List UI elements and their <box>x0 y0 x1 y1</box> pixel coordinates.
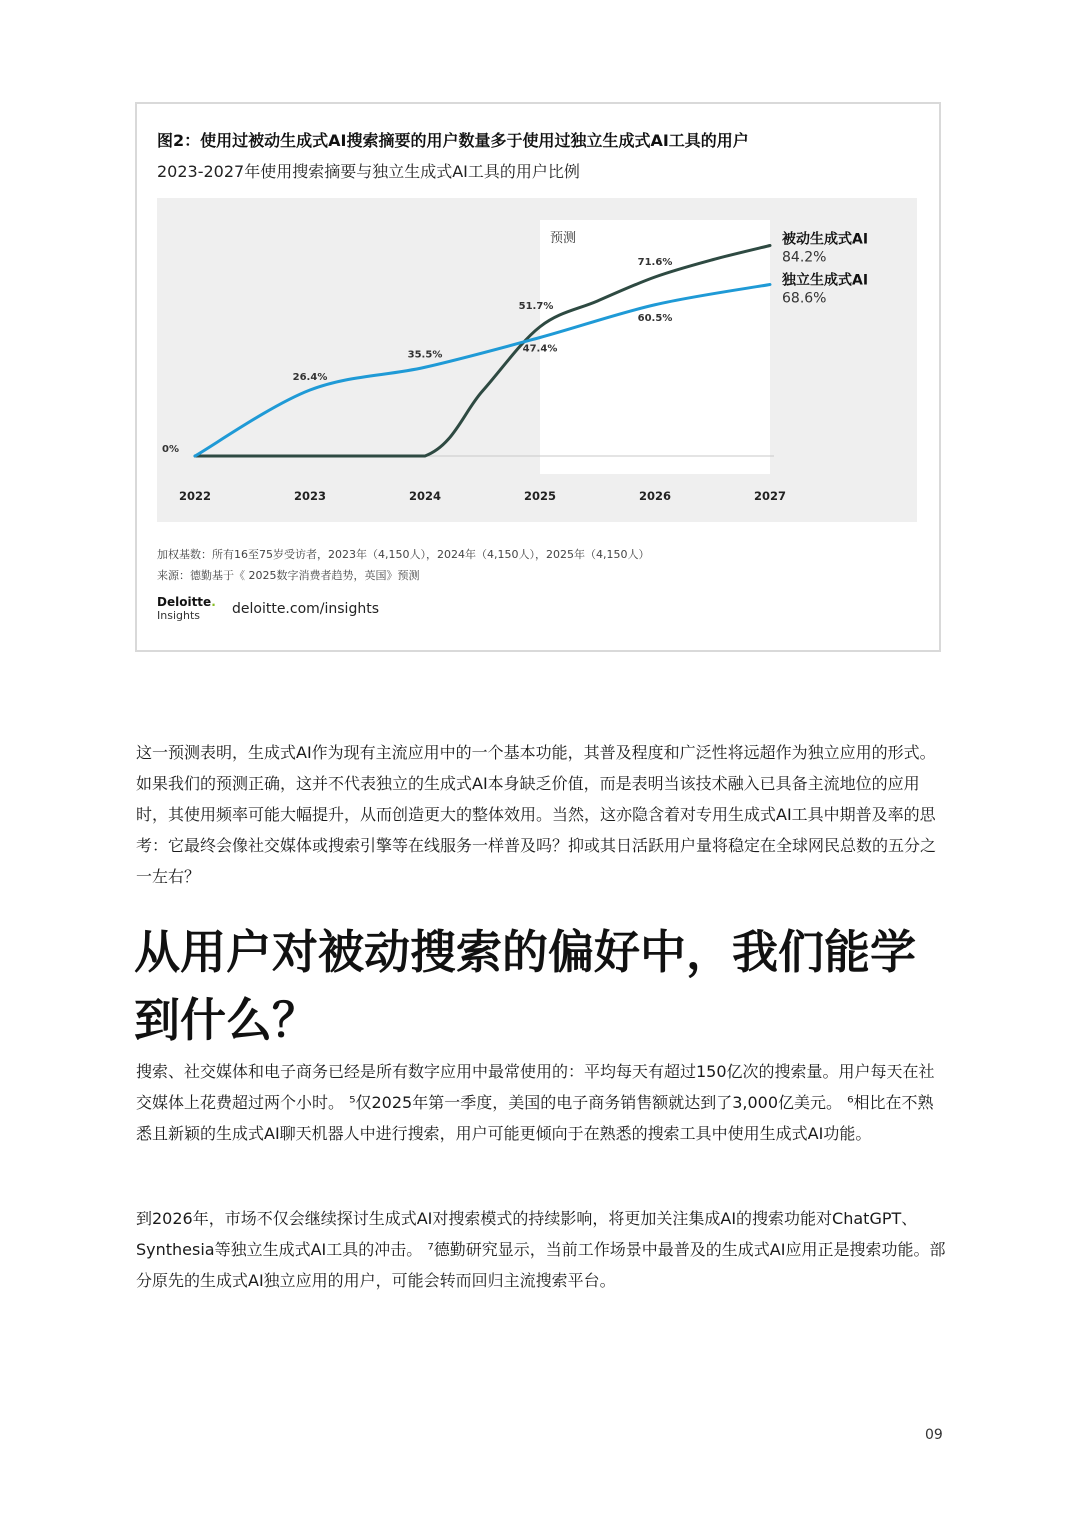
x-tick-label: 2022 <box>178 489 212 503</box>
logo-subtext: Insights <box>157 609 201 622</box>
page-number: 09 <box>925 1427 943 1443</box>
line-chart <box>157 198 917 522</box>
paragraph-usage: 搜索、社交媒体和电子商务已经是所有数字应用中最常使用的：平均每天有超过150亿次的搜索量。用户每天在社交媒体上花费超过两个小时。 ⁵仅2025年第一季度，美国的电子商务销售额就达到了3,000亿美元。 ⁶相比在不熟悉且新颖的生成式AI聊天机器人中进行搜索，用户可能更倾向于在熟悉的搜索工具中使用生成式AI功能。 <box>136 1062 935 1143</box>
paragraph-2026: 到2026年，市场不仅会继续探讨生成式AI对搜索模式的持续影响，将更加关注集成AI的搜索功能对ChatGPT、Synthesia等独立生成式AI工具的冲击。 ⁷德勤研究显示，当前工作场景中最普及的生成式AI应用正是搜索功能。部分原先的生成式AI独立应用的用户，可能会转而回归主流搜索平台。 <box>136 1209 946 1290</box>
logo-wordmark: Deloitte. <box>157 595 216 609</box>
x-tick-label: 2027 <box>753 489 787 503</box>
insights-url[interactable]: deloitte.com/insights <box>232 601 379 617</box>
source-note: 来源：德勤基于《 2025数字消费者趋势，英国》预测 <box>157 569 420 582</box>
paragraph-forecast: 这一预测表明，生成式AI作为现有主流应用中的一个基本功能，其普及程度和广泛性将远超作为独立应用的形式。如果我们的预测正确，这并不代表独立的生成式AI本身缺乏价值，而是表明当该技术融入已具备主流地位的应用时，其使用频率可能大幅提升，从而创造更大的整体效用。当然，这亦隐含着对专用生成式AI工具中期普及率的思考：它最终会像社交媒体或搜索引擎等在线服务一样普及吗？抑或其日活跃用户量将稳定在全球网民总数的五分之一左右？ <box>136 743 937 886</box>
deloitte-insights-logo <box>157 596 216 622</box>
forecast-label: 预测 <box>550 231 577 246</box>
data-label: 35.5% <box>407 349 443 361</box>
series-name-label: 被动生成式AI <box>782 231 869 248</box>
figure-title: 图2：使用过被动生成式AI搜索摘要的用户数量多于使用过独立生成式AI工具的用户 <box>157 131 749 150</box>
chart-svg <box>157 198 917 522</box>
section-heading: 从用户对被动搜索的偏好中，我们能学到什么？ <box>134 925 916 1047</box>
data-label: 0% <box>162 444 179 455</box>
x-tick-label: 2026 <box>638 489 672 503</box>
data-label: 71.6% <box>637 257 673 268</box>
series-name-label: 独立生成式AI <box>782 272 869 289</box>
weighting-note: 加权基数：所有16至75岁受访者，2023年（4,150人），2024年（4,150人），2025年（4,150人） <box>157 548 650 561</box>
x-tick-label: 2023 <box>293 489 327 503</box>
figure-panel <box>135 102 941 652</box>
series-end-value: 84.2% <box>782 249 827 266</box>
data-label: 26.4% <box>292 372 328 383</box>
x-tick-label: 2025 <box>523 489 557 503</box>
data-label: 47.4% <box>522 343 558 355</box>
figure-notes <box>157 544 649 586</box>
data-label: 51.7% <box>518 300 554 312</box>
data-label: 60.5% <box>637 312 673 324</box>
figure-subtitle: 2023-2027年使用搜索摘要与独立生成式AI工具的用户比例 <box>157 162 580 181</box>
series-end-value: 68.6% <box>782 290 827 307</box>
x-tick-label: 2024 <box>408 489 442 503</box>
